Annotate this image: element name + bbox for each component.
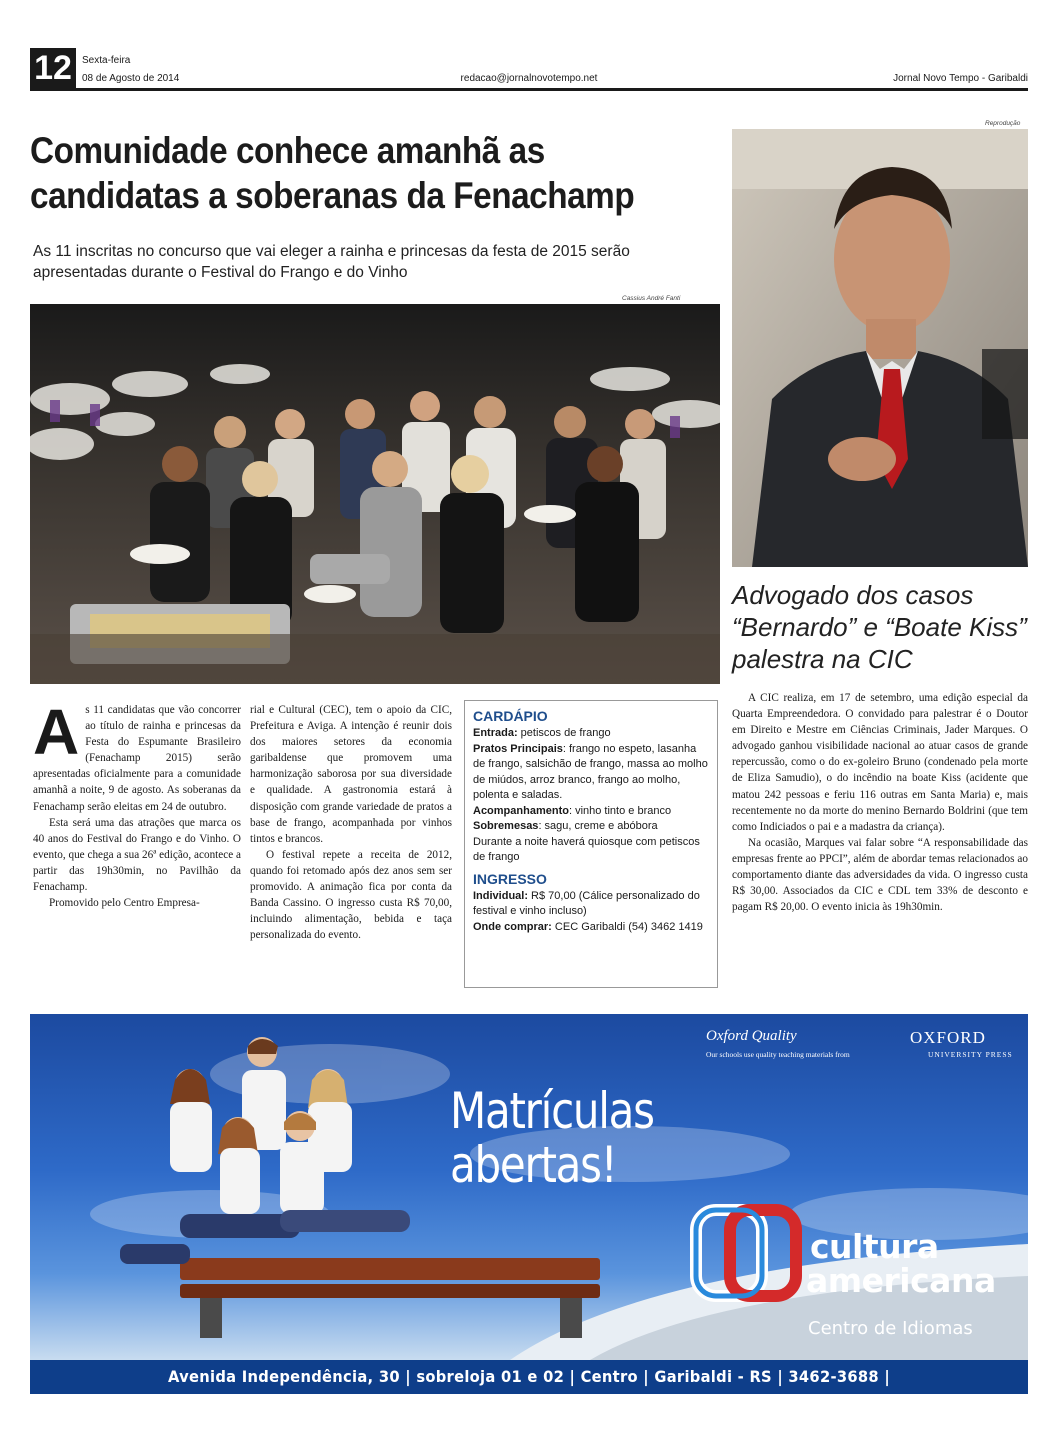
paragraph: rial e Cultural (CEC), tem o apoio da CIC, Prefeitura e Aviga. A intenção é reunir dois dos maiores setores da economia garibaldense que promovem uma harmonização saborosa por sua diversidade e qualidade. A gastronomia estará à disposição com grande variedade de pratos a base de frango, acompanhada por vinhos tintos e brancos. xyxy=(250,704,452,845)
ad-address-text: Avenida Independência, 30 | sobreloja 01 e 02 | Centro | Garibaldi - RS | 3462-3688 | garibaldi@culturaamericana.com.br xyxy=(168,1367,890,1420)
header-rule xyxy=(30,88,1028,91)
header-paper-name: Jornal Novo Tempo - Garibaldi xyxy=(893,73,1028,84)
paragraph: A CIC realiza, em 17 de setembro, uma edição especial da Quarta Empreendedora. O convidado para palestrar é o Doutor em Direito e Mestre em Ciências Criminais, Jader Marques. O advogado ganhou visibilidade nacional ao atuar casos de grande repercussão, como o do ex-goleiro Bruno (condenado pela morte de Eliza Samudio), o do incêndio na boate Kiss (acidente que matou 242 pessoas e feriu 116 outras em Santa Maria) e, mais recentemente no da morte do menino Bernardo Boldrini (que tem como Indiciados o pai e a madastra da criança). xyxy=(732,692,1028,833)
dropcap: A xyxy=(33,696,80,768)
brand-line-2: americana xyxy=(806,1261,996,1300)
menu-entrada: Entrada: petiscos de frango xyxy=(473,727,611,739)
article-column-2 xyxy=(250,702,452,943)
advertisement[interactable] xyxy=(30,1014,1028,1360)
paragraph: Na ocasião, Marques vai falar sobre “A responsabilidade das empresas frente ao PPCI”, além de abordar temas relacionados ao comportamento diante das adversidades da vida. O ingresso custa R$ 30,00. Associados da CIC e CDL tem 33% de desconto e pagam R$ 20,00. O evento inicia às 19h30min. xyxy=(732,836,1028,914)
paragraph: Promovido pelo Centro Empresa- xyxy=(49,897,200,910)
header-email[interactable]: redacao@jornalnovotempo.net xyxy=(460,73,598,84)
side-article-title: Advogado dos casos “Bernardo” e “Boate Kiss” palestra na CIC xyxy=(732,580,1027,674)
article-column-1 xyxy=(33,696,241,911)
oxford-logo: OXFORD xyxy=(910,1028,986,1047)
menu-box xyxy=(464,700,718,988)
ad-headline: Matrículas abertas! xyxy=(450,1082,654,1194)
oxford-logo-sub: UNIVERSITY PRESS xyxy=(928,1050,1013,1059)
paragraph: Esta será uma das atrações que marca os 40 anos do Festival do Frango e do Vinho. O evento, que chega a sua 26ª edição, acontece a partir das 19h30min, no Pavilhão da Fenachamp. xyxy=(33,816,241,894)
ticket-where: Onde comprar: CEC Garibaldi (54) 3462 1419 xyxy=(473,920,703,933)
paragraph: O festival repete a receita de 2012, quando foi retomado após dez anos sem ser promovido. A animação fica por conta da Banda Cassino. O ingresso custa R$ 70,00, incluindo alimentação, bebida e taça personalizada do evento. xyxy=(250,848,452,942)
speaker-photo xyxy=(732,129,1028,567)
menu-note: Durante a noite haverá quiosque com petiscos de frango xyxy=(473,835,700,863)
page-number: 12 xyxy=(30,48,76,88)
photo-credit: Cassius André Fanti xyxy=(622,295,681,302)
header-day: Sexta-feira xyxy=(82,55,131,66)
menu-title: CARDÁPIO xyxy=(473,708,548,724)
header-date: 08 de Agosto de 2014 xyxy=(82,73,180,84)
side-article-body xyxy=(732,690,1028,915)
ad-tagline: Centro de Idiomas xyxy=(808,1318,973,1339)
oxford-quality-label: Oxford Quality xyxy=(706,1028,797,1044)
article-subhead: As 11 inscritas no concurso que vai eleger a rainha e princesas da festa de 2015 serão apresentadas durante o Festival do Frango e do Vinho xyxy=(33,243,630,281)
ad-address-bar[interactable] xyxy=(30,1360,1028,1420)
brand-line-1: cultura xyxy=(810,1227,939,1266)
ticket-title: INGRESSO xyxy=(473,870,547,887)
event-photo xyxy=(30,304,720,684)
ticket-individual: Individual: R$ 70,00 (Cálice personalizado do festival e vinho incluso) xyxy=(473,889,700,917)
menu-sobremesas: Sobremesas: sagu, creme e abóbora xyxy=(473,820,658,832)
article-headline: Comunidade conhece amanhã as candidatas a soberanas da Fenachamp xyxy=(30,130,635,216)
oxford-quality-sub: Our schools use quality teaching materials from xyxy=(706,1050,850,1059)
side-photo-credit: Reprodução xyxy=(985,120,1021,127)
paragraph: s 11 candidatas que vão concorrer ao título de rainha e princesas da Festa do Espumante Brasileiro (Fenachamp 2015) serão apresentadas oficialmente para a comunidade amanhã a noite, 9 de agosto. As soberanas da Fenachamp serão eleitas em 24 de outubro. xyxy=(33,704,241,813)
menu-acompanhamento: Acompanhamento: vinho tinto e branco xyxy=(473,804,672,817)
menu-pratos: Pratos Principais: frango no espeto, lasanha de frango, salsichão de frango, massa ao molho de miúdos, arroz branco, frango ao molho, polenta e saladas. xyxy=(473,742,708,801)
